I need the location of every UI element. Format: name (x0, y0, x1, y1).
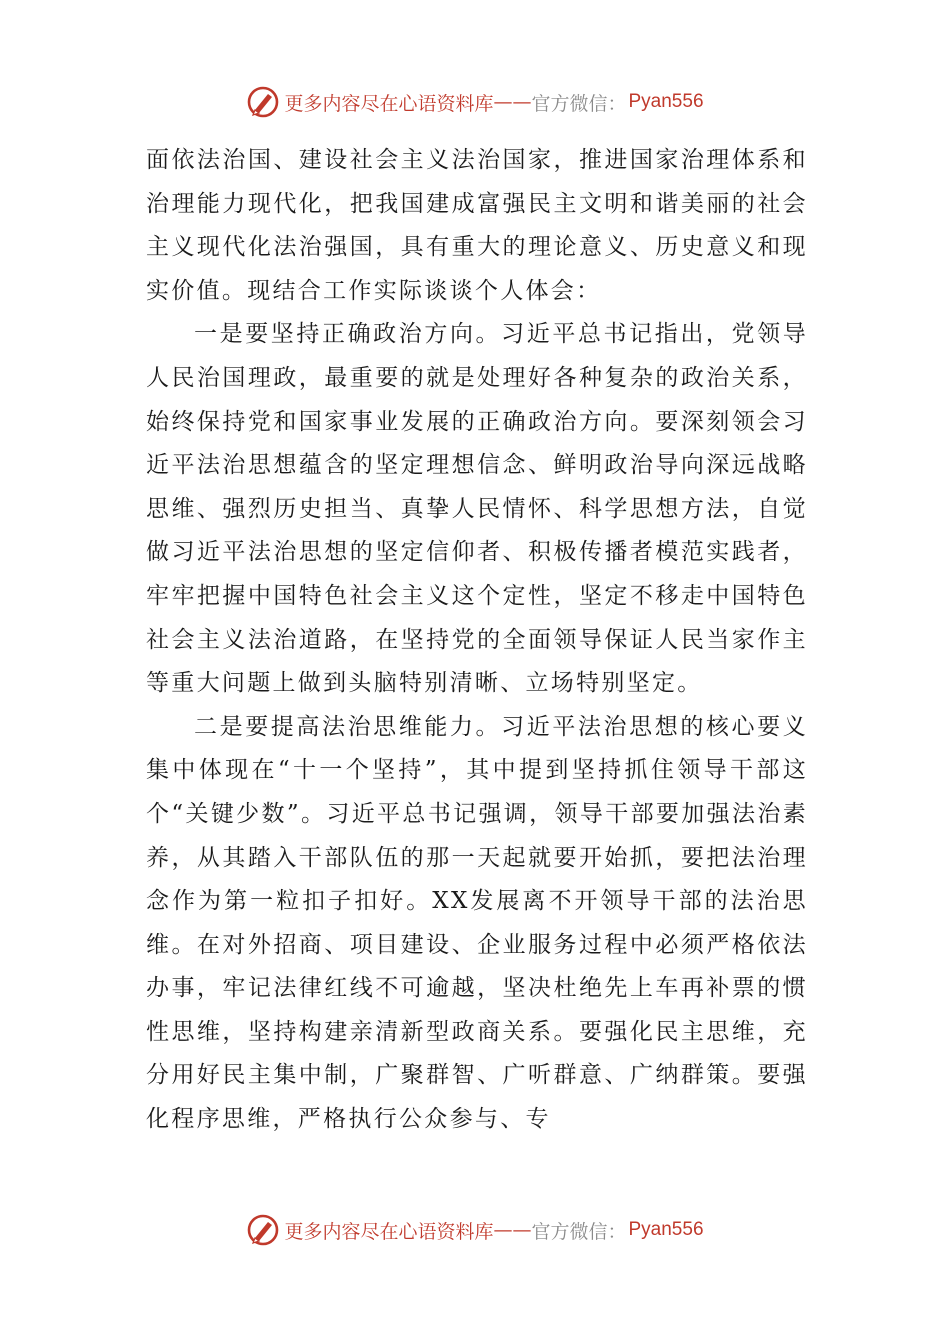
pen-circle-icon (246, 1213, 280, 1247)
footer-account: Pyan556 (628, 1219, 704, 1240)
pen-circle-icon (246, 85, 280, 119)
paragraph-intro: 面依法治国、建设社会主义法治国家，推进国家治理体系和治理能力现代化，把我国建成富强民主文明和谐美丽的社会主义现代化法治强国，具有重大的理论意义、历史意义和现实价值。现结合工作实际谈谈个人体会： (146, 147, 808, 304)
header-brand-text: 更多内容尽在心语资料库 (284, 92, 494, 115)
header-separator: —— (493, 91, 532, 113)
header-banner (0, 82, 950, 122)
footer-banner (0, 1210, 950, 1250)
article-body (146, 139, 808, 1142)
footer-official-label: 官方微信： (531, 1220, 627, 1243)
paragraph-political-direction: 一是要坚持正确政治方向。习近平总书记指出，党领导人民治国理政，最重要的就是处理好各种复杂的政治关系，始终保持党和国家事业发展的正确政治方向。要深刻领会习近平法治思想蕴含的坚定理想信念、鲜明政治导向深远战略思维、强烈历史担当、真挚人民情怀、科学思想方法，自觉做习近平法治思想的坚定信仰者、积极传播者模范实践者，牢牢把握中国特色社会主义这个定性，坚定不移走中国特色社会主义法治道路，在坚持党的全面领导保证人民当家作主等重大问题上做到头脑特别清晰、立场特别坚定。 (146, 321, 808, 697)
paragraph-legal-thinking: 二是要提高法治思维能力。习近平法治思想的核心要义集中体现在“十一个坚持”，其中提到坚持抓住领导干部这个“关键少数”。习近平总书记强调，领导干部要加强法治素养，从其踏入干部队伍的那一天起就要开始抓，要把法治理念作为第一粒扣子扣好。XX发展离不开领导干部的法治思维。在对外招商、项目建设、企业服务过程中必须严格依法办事，牢记法律红线不可逾越，坚决杜绝先上车再补票的惯性思维，坚持构建亲清新型政商关系。要强化民主思维，充分用好民主集中制，广聚群智、广听群意、广纳群策。要强化程序思维，严格执行公众参与、专 (146, 713, 808, 1133)
header-account: Pyan556 (628, 91, 704, 112)
footer-brand-text: 更多内容尽在心语资料库 (284, 1220, 494, 1243)
header-official-label: 官方微信： (531, 92, 627, 115)
footer-separator: —— (493, 1219, 532, 1241)
